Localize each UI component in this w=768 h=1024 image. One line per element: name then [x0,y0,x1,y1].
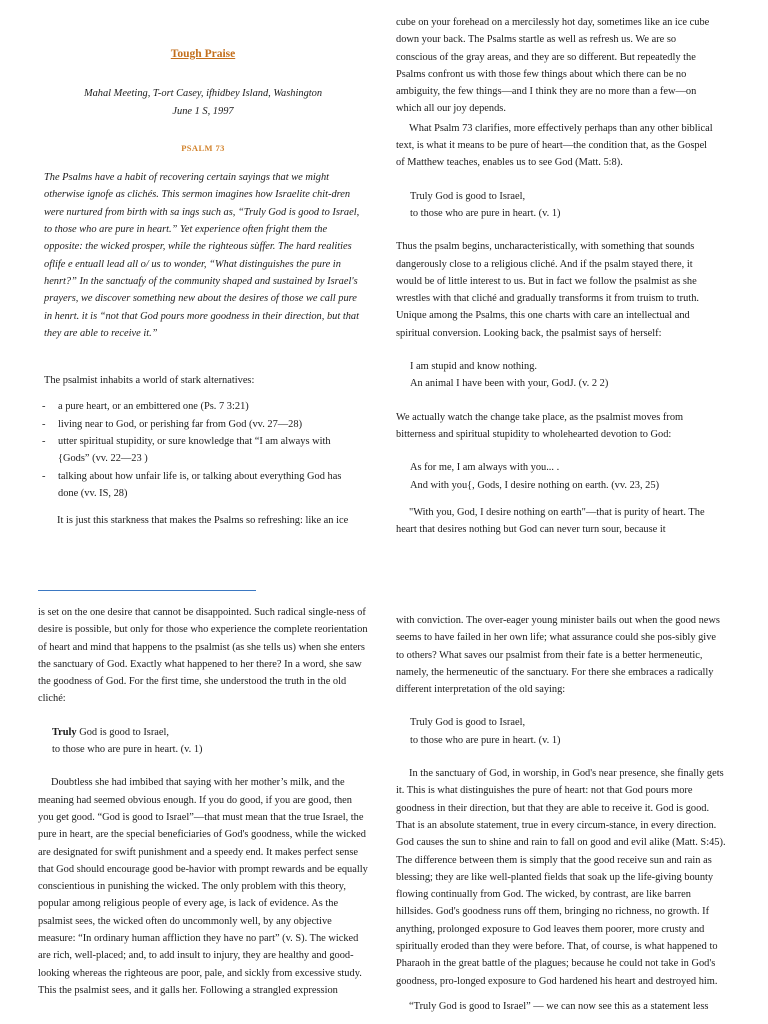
meta-location: Mahal Meeting, T-ort Casey, ifhidbey Island, Washington [83,88,323,100]
psalm-heading: PSALM 73 [181,142,225,153]
body-paragraph: We actually watch the change take place, as the psalmist moves from bitterness and spiritual stupidity to wholehearted devotion to God: [396,411,684,440]
scripture-quote [396,459,716,494]
sermon-title: Tough Praise [170,48,236,60]
body-paragraph: “Truly God is good to Israel” — we can now see this as a statement less [409,1000,709,1012]
column-bottom-right [396,612,726,1015]
body-paragraph: Doubtless she had imbibed that saying with her mother’s milk, and the meaning had seemed obvious enough. If you do good, if you are good, then you get good. “God is good to Israel”—that must mean that the true Israel, the pure in heart, are the special beneficiaries of God's goodness, while the wicked are designated for swift punishment and a speedy end. It makes perfect sense that God should encourage good be-havior with prompt rewards and be equally conscientious in punishing the wicked. The only problem with this theory, popular among religious people of every age, is lack of evidence. As the psalmist sees, the wicked often do uncommonly well, by any objective measure: “In ordinary human affliction they have no part” (v. S). The wicked are rich, well-placed; and, to add insult to injury, they are healthy and good-looking whereas the righteous are poor, pale, and sickly from excessive study. This the psalmist sees, and it galls her. Following a strangled expression [38,777,368,996]
body-paragraph: is set on the one desire that cannot be disappointed. Such radical single-ness of desire is possible, but only for those who experience the complete reorientation of heart and mind that happens to the psalmist (as she tells us) when she enters the sanctuary of God. Exactly what happened to her there? In a word, she saw the goodness of God. For the first time, she understood the truth in the old cliché: [38,607,368,705]
scripture-quote [396,358,716,393]
body-paragraph: with conviction. The over-eager young minister bails out when the good news seems to have failed in her own life; what assurance could she pos-sibly give to others? What saves our psalmist from their fate is a better hermeneutic, namely, the hermeneutic of the sanctuary. For there she embraces a radically different interpretation of the old saying: [396,615,720,696]
column-bottom-left [38,604,368,999]
quote-line: I am stupid and know nothing. [410,361,537,373]
divider-line [38,590,256,591]
body-paragraph: What Psalm 73 clarifies, more effectively perhaps than any other biblical text, is what it means to be pure of heart—the condition that, as the Gospel of Matthew teaches, enables us to see God (Matt. 5:8). [396,122,713,169]
body-paragraph: Thus the psalm begins, uncharacteristically, with something that sounds dangerously close to a religious cliché. And if the psalm stayed there, it would be of little interest to us. But in fact we follow the psalmist as she wrestles with that cliché and gradually transforms it from truism to truth. Unique among the Psalms, this one charts with care an intellectual and spiritual conversion. Looking back, the psalmist says of herself: [396,241,699,339]
alternatives-list [44,398,362,502]
intro-paragraph: The Psalms have a habit of recovering certain sayings that we might otherwise ignofe as clichés. This sermon imagines how Israelite chit-dren were nurtured from birth with sa ings such as, “Truly God is good to Israel, to those who are pure in heart.” Yet experience often fright them the opposite: the wicked prosper, while the righteous sùffer. The hard realities oflife e entuall lead all o/ us to wonder, “What distinguishes the pure in henrt?” In the sanctuafy of the community shaped and sustained by Israel's prayers, we discover something new about the desires of those we call pure in henrt. it is “not that God pours more goodness in their direction, but that they are able to receive it.” [44,172,360,339]
body-paragraph: In the sanctuary of God, in worship, in God's near presence, she finally gets it. This is what distinguishes the pure of heart: not that God pours more goodness in their direction, but that they are able to receive it. God is good. That is an absolute statement, true in every circum-stance, in every direction. God causes the sun to shine and rain to fall on good and evil alike (Matt. S:45). The difference between them is simply that the good receive sun and rain as blessing; they are like well-planted fields that soak up the life-giving bounty flowing continually from God. The wicked, by contrast, are like barren hillsides. God's goodness runs off them, bringing no richness, no growth. If anything, prolonged exposure to God leaves them poorer, more crusty and spiritually eroded than they were before. That, of course, is what happened to Pharaoh in the great battle of the plagues; because he could not take in God's goodness, pro-longed exposure to God hardened his heart and destroyed him. [396,768,726,987]
quote-emphasis: Truly [52,726,77,738]
quote-line: An animal I have been with your, GodJ. (v. 2 2) [410,378,609,390]
quote-line: Truly God is good to Israel, [410,190,526,202]
scripture-quote [396,188,716,223]
quote-line: to those who are pure in heart. (v. 1) [410,734,561,746]
scripture-quote [396,714,726,749]
quote-line: And with you{, Gods, I desire nothing on earth. (vv. 23, 25) [410,479,660,491]
meta-date: June 1 S, 1997 [172,105,234,117]
list-item: - living near to God, or perishing far from God (vv. 27—28) [44,416,362,433]
column-top-left [44,40,362,530]
scripture-quote [38,724,368,759]
list-item: - talking about how unfair life is, or talking about everything God has done (vv. IS, 28) [44,468,362,503]
quote-line: Truly God is good to Israel, [410,717,526,729]
quote-line: God is good to Israel, [76,726,169,738]
body-paragraph: "With you, God, I desire nothing on earth"—that is purity of heart. The heart that desires nothing but God can never turn sour, because it [396,506,705,536]
list-item: - a pure heart, or an embittered one (Ps. 7 3:21) [44,398,362,415]
quote-line: As for me, I am always with you... . [410,462,560,474]
alternatives-intro: The psalmist inhabits a world of stark alternatives: [44,375,255,387]
body-paragraph: It is just this starkness that makes the Psalms so refreshing: like an ice [57,515,349,527]
list-item: - utter spiritual stupidity, or sure knowledge that “I am always with {Gods” (vv. 22—23 ) [44,433,362,468]
quote-line: to those who are pure in heart. (v. 1) [52,744,203,756]
column-top-right [396,14,716,538]
body-paragraph: cube on your forehead on a mercilessly hot day, sometimes like an ice cube down your back. The Psalms startle as well as refresh us. We are so conscious of the gray areas, and they are so different. But repeatedly the Psalms confront us with those few things about which there can be no ambiguity, the few things—and I think they are no more than a few—on which all our joy depends. [396,17,710,115]
quote-line: to those who are pure in heart. (v. 1) [410,207,561,219]
